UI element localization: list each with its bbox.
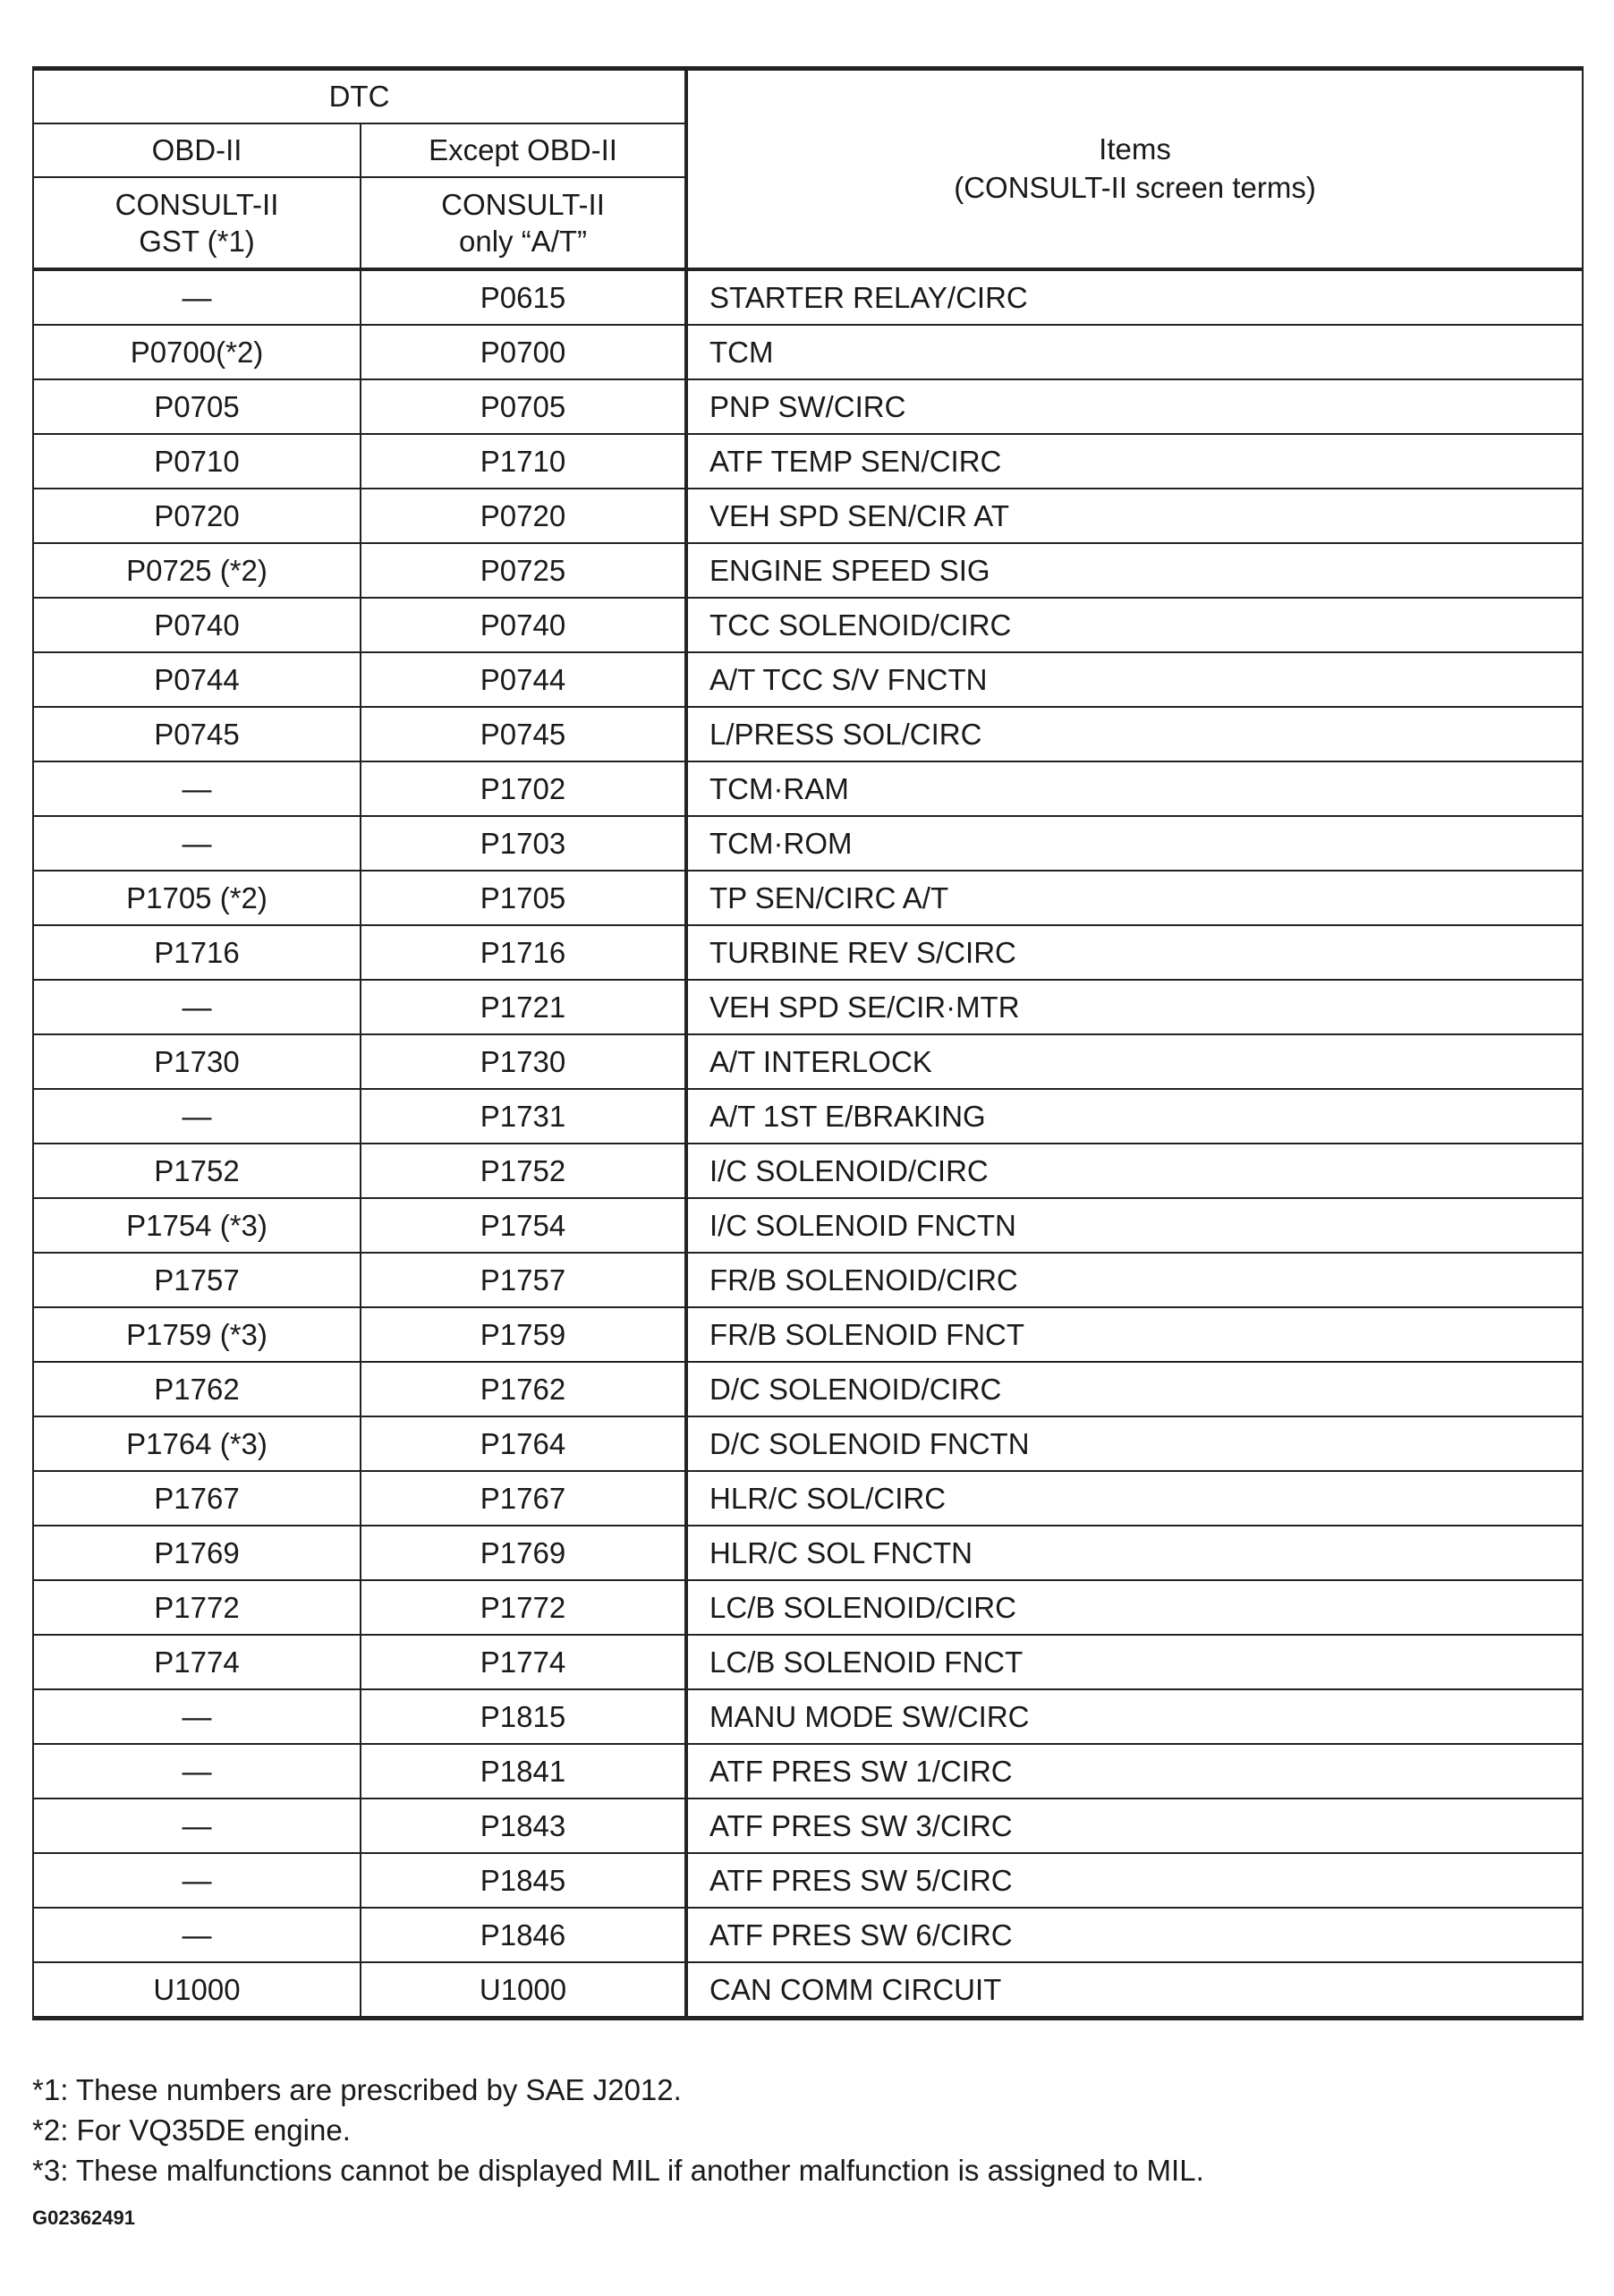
cell-item: VEH SPD SEN/CIR AT — [686, 489, 1583, 543]
dtc-table-header — [33, 69, 1583, 270]
cell-obd-code: — — [33, 761, 361, 816]
header-consult-at — [361, 177, 686, 269]
cell-item: ATF PRES SW 6/CIRC — [686, 1908, 1583, 1962]
table-row — [33, 871, 1583, 925]
cell-except-obd-code: P1757 — [361, 1253, 686, 1307]
table-row — [33, 1144, 1583, 1198]
table-row — [33, 1799, 1583, 1853]
cell-except-obd-code: P0700 — [361, 325, 686, 379]
header-items — [686, 69, 1583, 270]
table-row — [33, 489, 1583, 543]
cell-obd-code: P0720 — [33, 489, 361, 543]
cell-item: LC/B SOLENOID FNCT — [686, 1635, 1583, 1689]
cell-obd-code: P1752 — [33, 1144, 361, 1198]
cell-except-obd-code: P0744 — [361, 652, 686, 707]
cell-except-obd-code: P1705 — [361, 871, 686, 925]
footnote-1: *1: These numbers are prescribed by SAE J2012. — [32, 2073, 682, 2106]
table-row — [33, 1362, 1583, 1416]
cell-except-obd-code: P1774 — [361, 1635, 686, 1689]
cell-item: I/C SOLENOID/CIRC — [686, 1144, 1583, 1198]
cell-obd-code: P1730 — [33, 1034, 361, 1089]
table-row — [33, 1744, 1583, 1799]
cell-except-obd-code: P1710 — [361, 434, 686, 489]
cell-item: CAN COMM CIRCUIT — [686, 1962, 1583, 2019]
header-dtc: DTC — [33, 69, 686, 124]
cell-obd-code: P1764 (*3) — [33, 1416, 361, 1471]
cell-obd-code: — — [33, 1853, 361, 1908]
cell-except-obd-code: P0720 — [361, 489, 686, 543]
cell-item: A/T TCC S/V FNCTN — [686, 652, 1583, 707]
cell-except-obd-code: P1754 — [361, 1198, 686, 1253]
table-row — [33, 707, 1583, 761]
cell-obd-code: — — [33, 980, 361, 1034]
cell-obd-code: U1000 — [33, 1962, 361, 2019]
cell-obd-code: — — [33, 1689, 361, 1744]
cell-obd-code: P0725 (*2) — [33, 543, 361, 598]
cell-except-obd-code: P1730 — [361, 1034, 686, 1089]
cell-obd-code: P1759 (*3) — [33, 1307, 361, 1362]
cell-obd-code: P1772 — [33, 1580, 361, 1635]
cell-item: A/T INTERLOCK — [686, 1034, 1583, 1089]
header-items-line1: Items — [1099, 132, 1171, 166]
cell-except-obd-code: P1769 — [361, 1526, 686, 1580]
cell-item: L/PRESS SOL/CIRC — [686, 707, 1583, 761]
header-consult-gst-line1: CONSULT-II — [115, 187, 279, 221]
cell-item: ATF PRES SW 1/CIRC — [686, 1744, 1583, 1799]
cell-except-obd-code: P1721 — [361, 980, 686, 1034]
table-row — [33, 1198, 1583, 1253]
table-row — [33, 1908, 1583, 1962]
table-row — [33, 925, 1583, 980]
table-row — [33, 1307, 1583, 1362]
header-consult-at-line1: CONSULT-II — [441, 187, 605, 221]
cell-except-obd-code: P1716 — [361, 925, 686, 980]
cell-item: TCM — [686, 325, 1583, 379]
cell-except-obd-code: P0740 — [361, 598, 686, 652]
cell-except-obd-code: P1703 — [361, 816, 686, 871]
cell-obd-code: P1769 — [33, 1526, 361, 1580]
table-row — [33, 269, 1583, 325]
table-row — [33, 1689, 1583, 1744]
cell-except-obd-code: P1845 — [361, 1853, 686, 1908]
cell-except-obd-code: P1767 — [361, 1471, 686, 1526]
cell-item: TURBINE REV S/CIRC — [686, 925, 1583, 980]
cell-item: D/C SOLENOID/CIRC — [686, 1362, 1583, 1416]
footnotes — [32, 2070, 1204, 2190]
footnote-3: *3: These malfunctions cannot be displayed MIL if another malfunction is assigned to MIL. — [32, 2154, 1204, 2187]
table-row — [33, 1416, 1583, 1471]
table-row — [33, 652, 1583, 707]
table-row — [33, 1253, 1583, 1307]
footnote-2: *2: For VQ35DE engine. — [32, 2113, 351, 2147]
cell-item: FR/B SOLENOID/CIRC — [686, 1253, 1583, 1307]
cell-item: TCC SOLENOID/CIRC — [686, 598, 1583, 652]
cell-except-obd-code: P0705 — [361, 379, 686, 434]
table-row — [33, 761, 1583, 816]
cell-item: TCM·RAM — [686, 761, 1583, 816]
cell-obd-code: — — [33, 1799, 361, 1853]
cell-obd-code: P0705 — [33, 379, 361, 434]
cell-obd-code: P0710 — [33, 434, 361, 489]
table-row — [33, 1635, 1583, 1689]
table-row — [33, 598, 1583, 652]
cell-item: MANU MODE SW/CIRC — [686, 1689, 1583, 1744]
header-consult-gst-line2: GST (*1) — [139, 225, 255, 258]
cell-except-obd-code: P1752 — [361, 1144, 686, 1198]
table-row — [33, 980, 1583, 1034]
cell-obd-code: P0745 — [33, 707, 361, 761]
cell-except-obd-code: P1759 — [361, 1307, 686, 1362]
cell-obd-code: — — [33, 1908, 361, 1962]
cell-except-obd-code: P1772 — [361, 1580, 686, 1635]
cell-item: HLR/C SOL FNCTN — [686, 1526, 1583, 1580]
cell-except-obd-code: P1702 — [361, 761, 686, 816]
cell-item: VEH SPD SE/CIR·MTR — [686, 980, 1583, 1034]
cell-except-obd-code: P1815 — [361, 1689, 686, 1744]
table-row — [33, 1089, 1583, 1144]
cell-obd-code: P1705 (*2) — [33, 871, 361, 925]
cell-except-obd-code: P1764 — [361, 1416, 686, 1471]
cell-except-obd-code: U1000 — [361, 1962, 686, 2019]
header-consult-gst — [33, 177, 361, 269]
table-row — [33, 379, 1583, 434]
figure-code: G02362491 — [32, 2207, 135, 2229]
cell-item: A/T 1ST E/BRAKING — [686, 1089, 1583, 1144]
cell-obd-code: P1716 — [33, 925, 361, 980]
cell-item: FR/B SOLENOID FNCT — [686, 1307, 1583, 1362]
header-consult-at-line2: only “A/T” — [458, 225, 588, 258]
cell-obd-code: — — [33, 269, 361, 325]
header-obd: OBD-II — [33, 123, 361, 177]
cell-obd-code: P1754 (*3) — [33, 1198, 361, 1253]
cell-obd-code: — — [33, 816, 361, 871]
cell-item: HLR/C SOL/CIRC — [686, 1471, 1583, 1526]
cell-item: STARTER RELAY/CIRC — [686, 269, 1583, 325]
table-row — [33, 1471, 1583, 1526]
cell-obd-code: P1762 — [33, 1362, 361, 1416]
cell-item: ATF PRES SW 3/CIRC — [686, 1799, 1583, 1853]
header-except-obd: Except OBD-II — [361, 123, 686, 177]
cell-except-obd-code: P0725 — [361, 543, 686, 598]
table-row — [33, 325, 1583, 379]
header-items-line2: (CONSULT-II screen terms) — [954, 171, 1316, 204]
cell-except-obd-code: P1846 — [361, 1908, 686, 1962]
cell-except-obd-code: P1731 — [361, 1089, 686, 1144]
cell-item: ATF TEMP SEN/CIRC — [686, 434, 1583, 489]
table-row — [33, 1580, 1583, 1635]
cell-item: ATF PRES SW 5/CIRC — [686, 1853, 1583, 1908]
dtc-table-body — [33, 269, 1583, 2019]
table-row — [33, 816, 1583, 871]
cell-item: TCM·ROM — [686, 816, 1583, 871]
table-row — [33, 1034, 1583, 1089]
cell-item: ENGINE SPEED SIG — [686, 543, 1583, 598]
cell-item: PNP SW/CIRC — [686, 379, 1583, 434]
table-row — [33, 1962, 1583, 2019]
cell-item: TP SEN/CIRC A/T — [686, 871, 1583, 925]
cell-obd-code: P0740 — [33, 598, 361, 652]
cell-item: LC/B SOLENOID/CIRC — [686, 1580, 1583, 1635]
cell-obd-code: P0744 — [33, 652, 361, 707]
table-row — [33, 543, 1583, 598]
cell-except-obd-code: P1762 — [361, 1362, 686, 1416]
table-row — [33, 1853, 1583, 1908]
table-row — [33, 434, 1583, 489]
cell-except-obd-code: P1843 — [361, 1799, 686, 1853]
cell-except-obd-code: P0615 — [361, 269, 686, 325]
cell-obd-code: P1757 — [33, 1253, 361, 1307]
cell-obd-code: — — [33, 1089, 361, 1144]
cell-item: D/C SOLENOID FNCTN — [686, 1416, 1583, 1471]
cell-obd-code: P0700(*2) — [33, 325, 361, 379]
cell-except-obd-code: P0745 — [361, 707, 686, 761]
table-row — [33, 1526, 1583, 1580]
cell-obd-code: — — [33, 1744, 361, 1799]
dtc-table — [32, 66, 1584, 2020]
cell-except-obd-code: P1841 — [361, 1744, 686, 1799]
cell-obd-code: P1767 — [33, 1471, 361, 1526]
cell-obd-code: P1774 — [33, 1635, 361, 1689]
cell-item: I/C SOLENOID FNCTN — [686, 1198, 1583, 1253]
